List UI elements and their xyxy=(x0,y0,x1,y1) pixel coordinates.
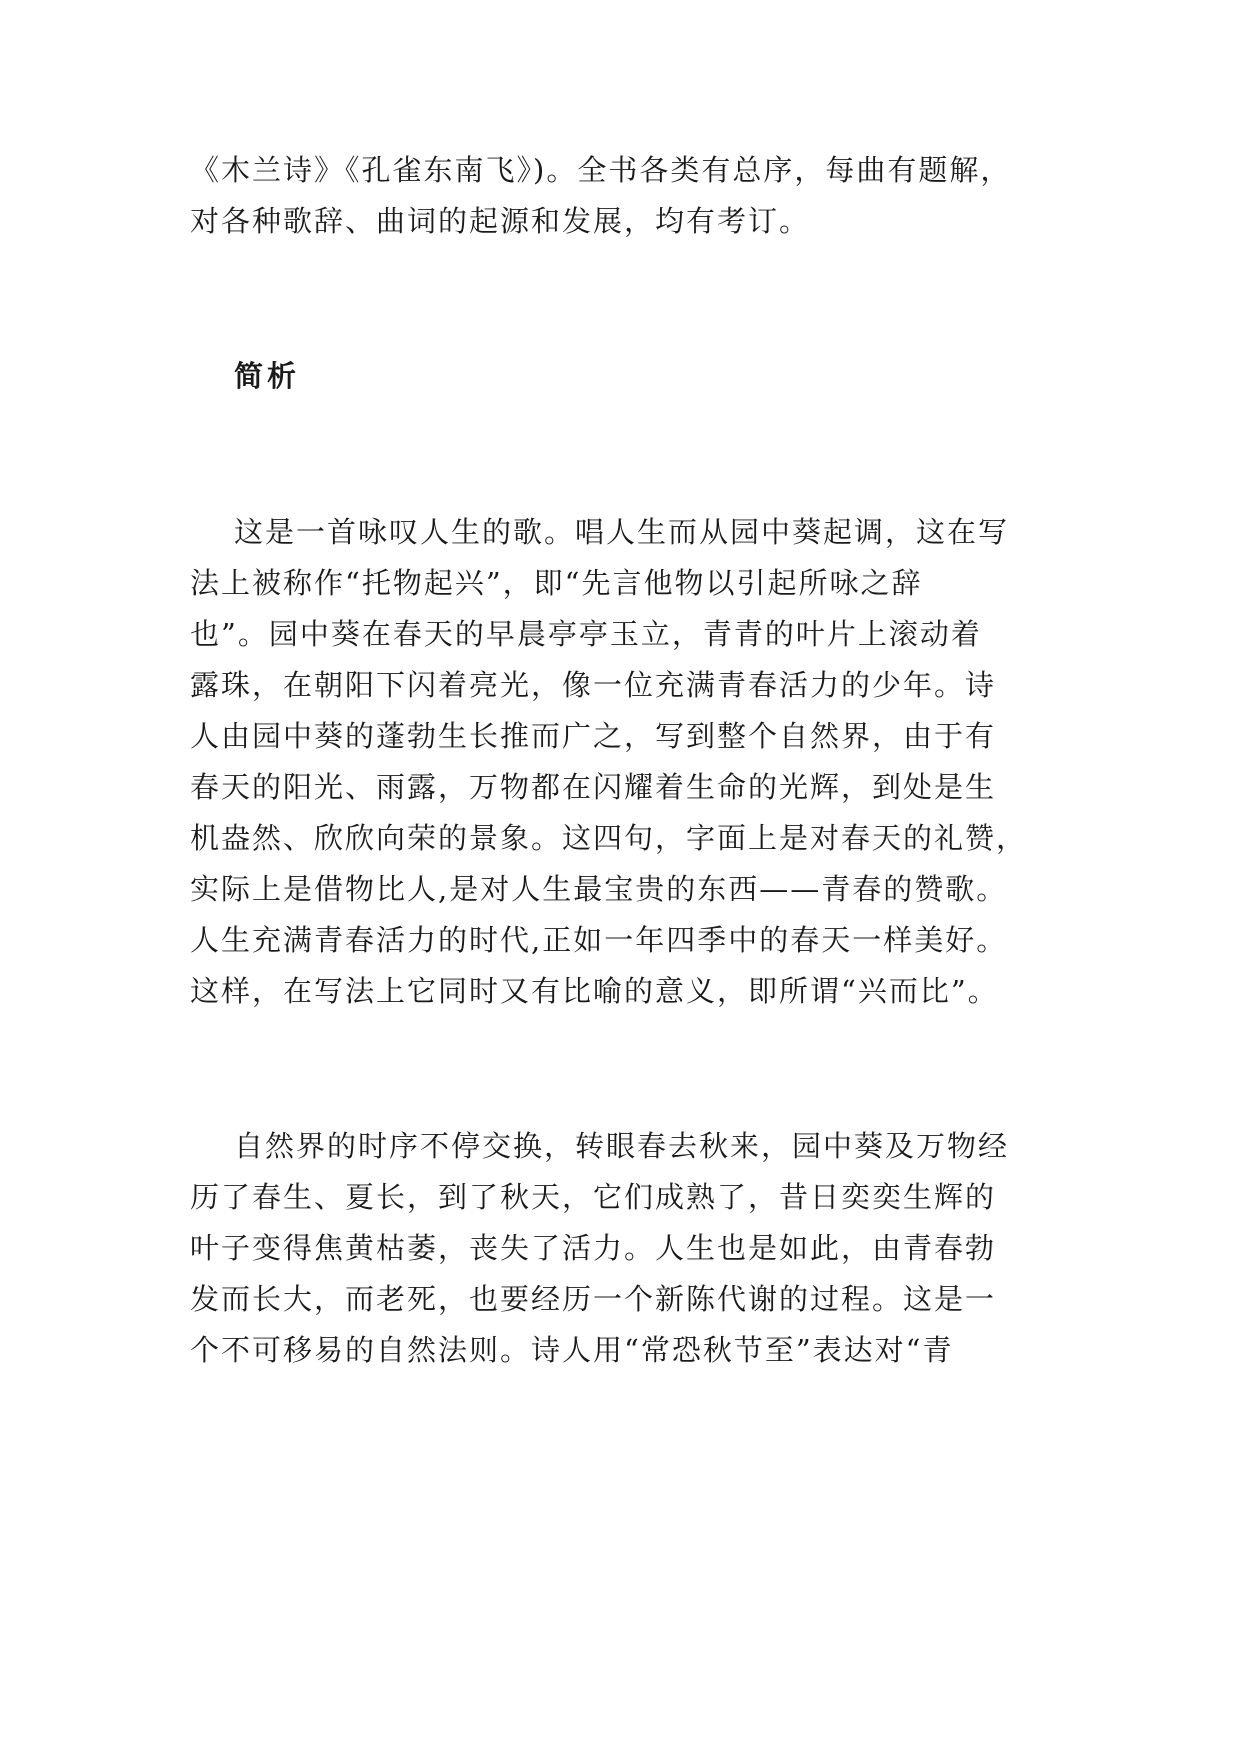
paragraph2-line-4: 发而长大，而老死，也要经历一个新陈代谢的过程。这是一 xyxy=(190,1282,997,1316)
paragraph1-line-8: 实际上是借物比人,是对人生最宝贵的东西——青春的赞歌。 xyxy=(190,872,1008,906)
paragraph1-line-10: 这样，在写法上它同时又有比喻的意义，即所谓“兴而比”。 xyxy=(190,974,999,1008)
paragraph2-line-3: 叶子变得焦黄枯萎，丧失了活力。人生也是如此，由青春勃 xyxy=(190,1231,997,1265)
paragraph1-line-1: 这是一首咏叹人生的歌。唱人生而从园中葵起调，这在写 xyxy=(234,515,1010,549)
paragraph1-line-4: 露珠，在朝阳下闪着亮光，像一位充满青春活力的少年。诗 xyxy=(190,668,997,702)
paragraph2-line-1: 自然界的时序不停交换，转眼春去秋来，园中葵及万物经 xyxy=(234,1129,1010,1163)
paragraph1-line-5: 人由园中葵的蓬勃生长推而广之，写到整个自然界，由于有 xyxy=(190,719,997,753)
section-heading: 简析 xyxy=(234,359,301,393)
paragraph1-line-6: 春天的阳光、雨露，万物都在闪耀着生命的光辉，到处是生 xyxy=(190,770,997,804)
intro-line-1: 《木兰诗》《孔雀东南飞》)。全书各类有总序，每曲有题解， xyxy=(190,153,1012,187)
paragraph1-line-9: 人生充满青春活力的时代,正如一年四季中的春天一样美好。 xyxy=(190,923,1008,957)
paragraph2-line-2: 历了春生、夏长，到了秋天，它们成熟了，昔日奕奕生辉的 xyxy=(190,1180,997,1214)
intro-line-2: 对各种歌辞、曲词的起源和发展，均有考订。 xyxy=(190,204,811,238)
paragraph2-line-5: 个不可移易的自然法则。诗人用“常恐秋节至”表达对“青 xyxy=(190,1333,954,1367)
paragraph1-line-7: 机盎然、欣欣向荣的景象。这四句，字面上是对春天的礼赞， xyxy=(190,821,1028,855)
paragraph1-line-2: 法上被称作“托物起兴”，即“先言他物以引起所咏之辞 xyxy=(190,566,923,600)
paragraph1-line-3: 也”。园中葵在春天的早晨亭亭玉立，青青的叶片上滚动着 xyxy=(190,617,982,651)
